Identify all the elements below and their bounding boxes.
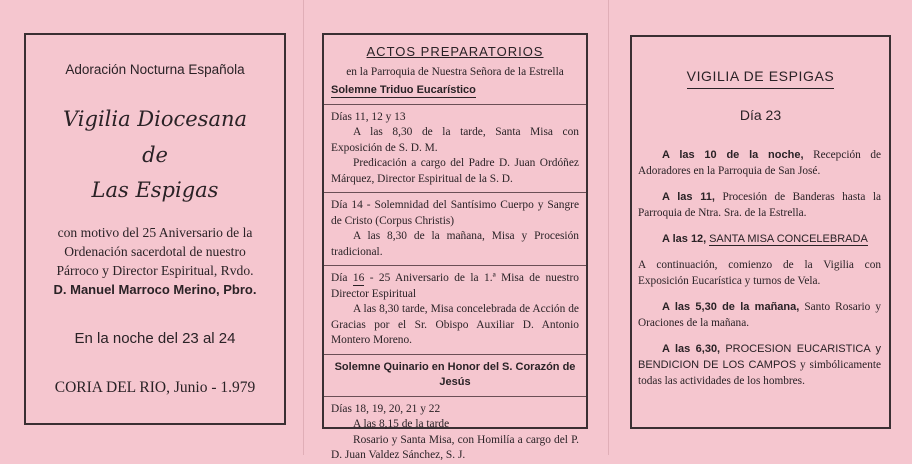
quinario-days: Días 18, 19, 20, 21 y 22 — [331, 402, 441, 415]
vigil-heading: VIGILIA DE ESPIGAS — [632, 68, 889, 84]
motive-line-1: con motivo del 25 Aniversario de la — [57, 225, 253, 240]
fold-line-left — [303, 0, 304, 455]
title-line-3: Las Espigas — [91, 178, 219, 202]
vigil-day: Día 23 — [739, 107, 782, 123]
divider — [324, 104, 586, 105]
day-16-hour: 8,30 — [379, 303, 400, 315]
schedule-item-5: A las 5,30 de la mañana, Santo Rosario y Oraciones de la mañana. — [638, 301, 882, 329]
vigil-panel — [630, 35, 891, 429]
divider — [324, 396, 586, 397]
schedule-item-4: A continuación, comienzo de la Vigilia con Exposición Eucarística y turnos de Vela. — [638, 259, 881, 287]
anniversary-motive — [34, 223, 276, 299]
motive-line-3: Párroco y Director Espiritual, Rvdo. — [56, 263, 254, 278]
title-line-1: Vigilia Diocesana — [62, 107, 248, 131]
panel-heading: ACTOS PREPARATORIOS — [366, 44, 544, 59]
day-16-text: Día 16 - 25 Aniversario de la 1.ª Misa de nuestro Director Espiritual — [331, 272, 579, 300]
organization-name: Adoración Nocturna Española — [65, 62, 245, 77]
schedule-item-1: A las 10 de la noche, Recepción de Adoradores en la Parroquia de San José. — [638, 149, 881, 177]
priest-name: D. Manuel Marroco Merino, Pbro. — [53, 282, 257, 297]
quinario-title: Solemne Quinario en Honor del S. Corazón de Jesús — [334, 360, 576, 388]
place-date: CORIA DEL RIO, Junio - 1.979 — [54, 379, 256, 396]
triduo-title: Solemne Triduo Eucarístico — [331, 84, 476, 96]
day-16-number: 16 — [352, 272, 365, 284]
divider — [324, 265, 586, 266]
fold-line-right — [608, 0, 609, 455]
triduo-text-1: A las 8,30 de la tarde, Santa Misa con Exposición de S. D. M. — [331, 126, 579, 154]
triduo-days: Días 11, 12 y 13 — [331, 110, 406, 123]
day-14-text: Día 14 - Solemnidad del Santísimo Cuerpo y Sangre de Cristo (Corpus Christis) — [331, 199, 579, 227]
divider — [324, 354, 586, 355]
acts-body — [331, 83, 579, 464]
title-line-2: de — [142, 143, 168, 167]
night-date: En la noche del 23 al 24 — [74, 330, 236, 347]
panel-subheading: en la Parroquia de Nuestra Señora de la Estrella — [346, 66, 564, 78]
day-14-detail: A las 8,30 de la mañana, Misa y Procesión tradicional. — [331, 230, 579, 258]
quinario-text-2: Rosario y Santa Misa, con Homilía a cargo del P. D. Juan Valdez Sánchez, S. J. — [331, 433, 579, 461]
schedule-item-3: A las 12, SANTA MISA CONCELEBRADA — [662, 233, 868, 245]
schedule-item-2: A las 11, Procesión de Banderas hasta la Parroquia de Ntra. Sra. de la Estrella. — [638, 191, 882, 219]
day-16-detail: A las 8,30 tarde, Misa concelebrada de Acción de Gracias por el Sr. Obispo Auxiliar D. Antonio Montero Moreno. — [331, 303, 579, 346]
vigil-schedule — [638, 147, 881, 399]
motive-line-2: Ordenación sacerdotal de nuestro — [64, 244, 246, 259]
divider — [324, 192, 586, 193]
schedule-item-6: A las 6,30, PROCESION EUCARISTICA y BENDICION DE LOS CAMPOS y simbólicamente todas las actividades de los hombres. — [638, 343, 881, 387]
quinario-text-1: A las 8,15 de la tarde — [353, 418, 450, 430]
triduo-text-2: Predicación a cargo del Padre D. Juan Ordóñez Márquez, Director Espiritual de la S. D. — [331, 157, 579, 185]
cover-panel — [24, 33, 286, 425]
preparatory-acts-panel — [322, 33, 588, 461]
